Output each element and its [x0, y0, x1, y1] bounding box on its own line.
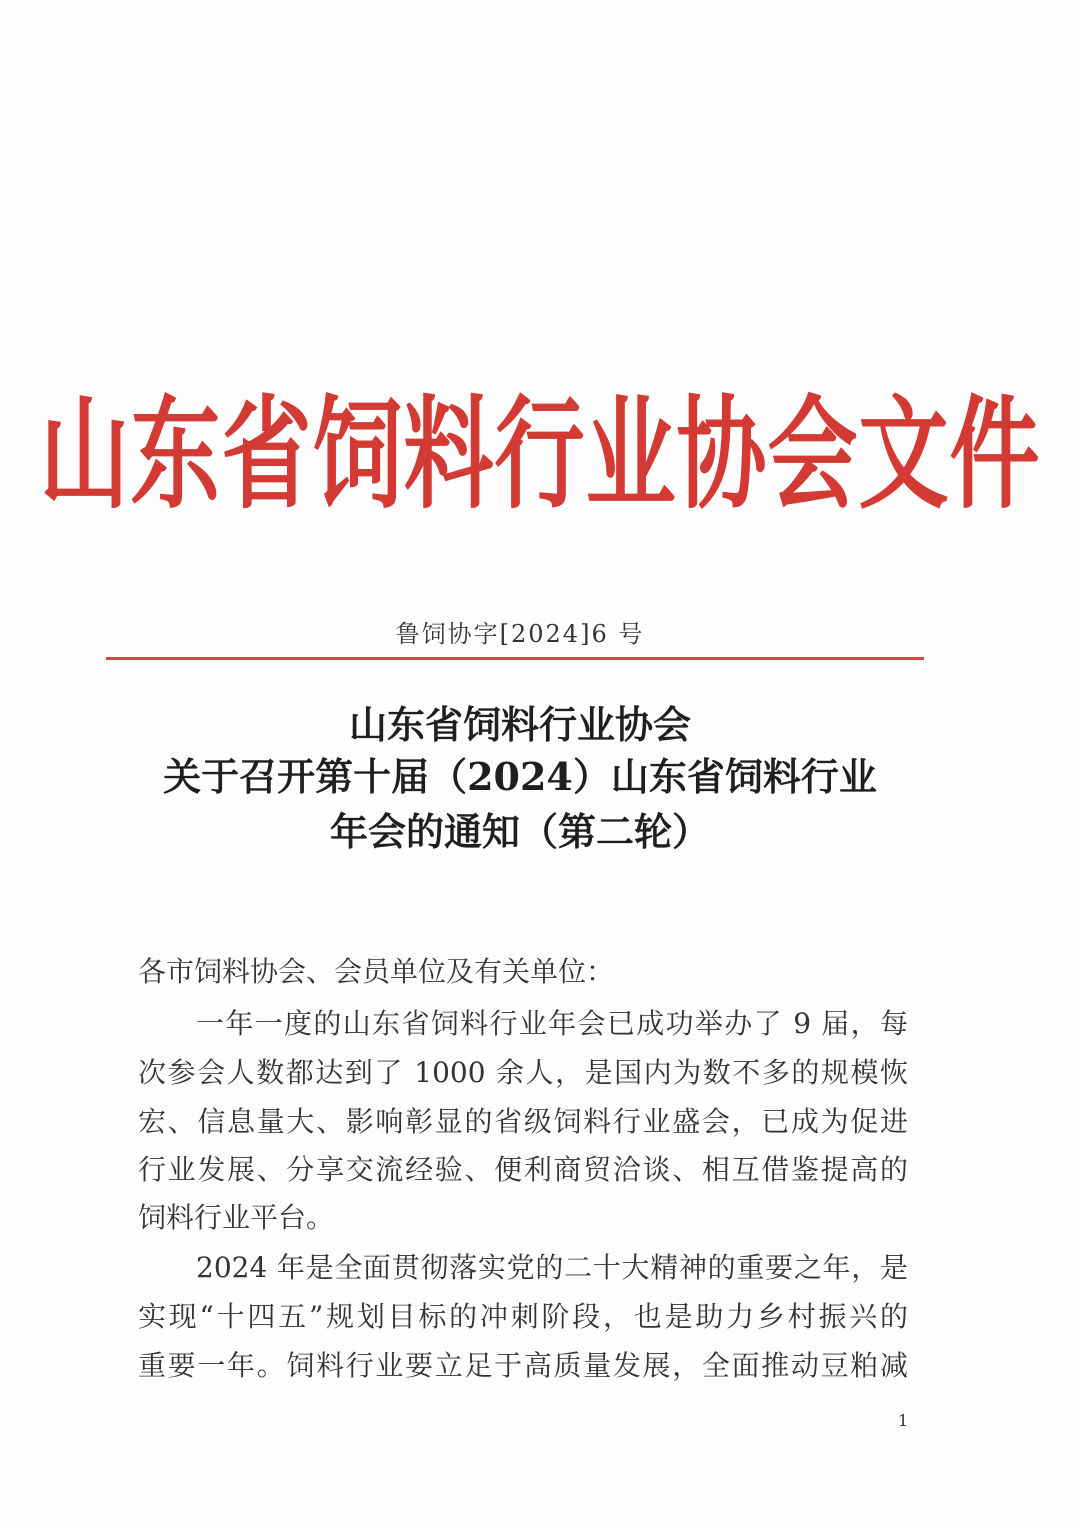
notice-title-line-3: 年会的通知（第二轮） [329, 809, 710, 854]
page-number: 1 [898, 1411, 909, 1430]
paragraph-2-line-2: 实现“十四五”规划目标的冲刺阶段，也是助力乡村振兴的 [138, 1300, 908, 1333]
paragraph-1-line-1: 一年一度的山东省饲料行业年会已成功举办了 9 届，每 [196, 1007, 908, 1040]
paragraph-2-line-3: 重要一年。饲料行业要立足于高质量发展，全面推动豆粕减 [138, 1349, 908, 1382]
document-number: 鲁饲协字[2024]6 号 [395, 620, 645, 648]
paragraph-2-line-1: 2024 年是全面贯彻落实党的二十大精神的重要之年，是 [196, 1251, 908, 1284]
paragraph-1-line-5: 饲料行业平台。 [138, 1201, 335, 1234]
notice-title-line-2: 关于召开第十届（2024）山东省饲料行业 [163, 754, 877, 799]
red-divider-rule [106, 657, 924, 660]
salutation: 各市饲料协会、会员单位及有关单位： [138, 955, 615, 988]
masthead-title: 山东省饲料行业协会文件 [39, 384, 1041, 526]
paragraph-1-line-3: 宏、信息量大、影响彰显的省级饲料行业盛会，已成为促进 [138, 1105, 908, 1138]
paragraph-1-line-4: 行业发展、分享交流经验、便利商贸洽谈、相互借鉴提高的 [138, 1153, 908, 1186]
notice-title-line-1: 山东省饲料行业协会 [348, 702, 691, 747]
paragraph-1-line-2: 次参会人数都达到了 1000 余人，是国内为数不多的规模恢 [138, 1056, 908, 1089]
